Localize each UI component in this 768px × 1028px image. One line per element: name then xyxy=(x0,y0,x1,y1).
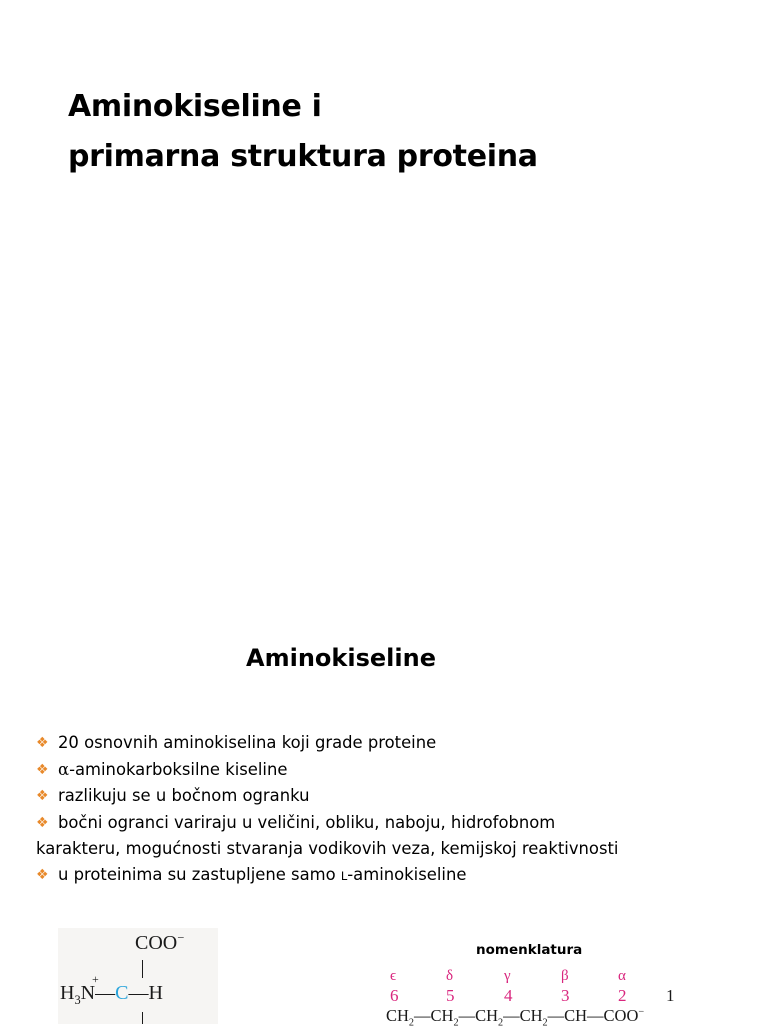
carboxylate-end: COO xyxy=(603,1006,639,1025)
ch2-unit: CH xyxy=(519,1006,543,1025)
diamond-bullet-icon: ❖ xyxy=(36,866,49,883)
carbon-number-label: 5 xyxy=(446,986,455,1005)
diamond-bullet-icon: ❖ xyxy=(36,788,49,804)
bullet-text: karakteru, mogućnosti stvaranja vodikovih veza, kemijskoj reaktivnosti xyxy=(36,839,619,858)
bond-line xyxy=(142,960,143,978)
chain-formula xyxy=(386,1006,644,1026)
ch2-unit: CH xyxy=(475,1006,498,1025)
ch2-subscript: 2 xyxy=(542,1017,548,1028)
carboxylate-end-charge: − xyxy=(638,1006,645,1018)
bullet-continuation xyxy=(36,836,756,862)
amine-subscript: 3 xyxy=(74,993,81,1007)
carbon-number-label: 6 xyxy=(390,986,399,1005)
carbon-number-label: 1 xyxy=(666,986,675,1005)
amino-acid-structure xyxy=(58,928,218,1024)
bond-dash: — xyxy=(414,1006,431,1025)
slide-title-line-1: Aminokiseline i xyxy=(68,89,322,124)
alpha-symbol: α xyxy=(58,759,70,779)
diamond-bullet-icon: ❖ xyxy=(36,761,49,778)
carbon-number-label: 2 xyxy=(618,986,627,1005)
bullet-item xyxy=(36,862,756,890)
bullet-list xyxy=(36,730,756,889)
diamond-bullet-icon: ❖ xyxy=(36,735,49,751)
bond-dash: — xyxy=(95,982,116,1004)
bullet-item xyxy=(36,783,756,810)
bullet-text: razlikuju se u bočnom ogranku xyxy=(58,786,310,805)
carbon-number-label: 4 xyxy=(504,986,513,1005)
greek-position-label: δ xyxy=(446,968,454,984)
carboxylate-group xyxy=(135,932,184,955)
carboxylate-label: COO xyxy=(135,932,178,954)
nomenclature-chain xyxy=(386,968,726,1028)
bond-dash: — xyxy=(587,1006,604,1025)
section-heading: Aminokiseline xyxy=(246,644,436,672)
greek-position-label: γ xyxy=(504,968,511,984)
ch2-subscript: 2 xyxy=(453,1017,459,1028)
bullet-item xyxy=(36,810,756,837)
slide-title-line-2: primarna struktura proteina xyxy=(68,139,538,174)
bullet-text: -aminokarboksilne kiseline xyxy=(69,759,288,779)
bullet-text: -aminokiseline xyxy=(347,864,467,884)
greek-position-label: β xyxy=(561,968,569,984)
ch2-unit: CH xyxy=(386,1006,409,1025)
l-smallcap: L xyxy=(340,868,348,883)
side-hydrogen: H xyxy=(148,982,163,1004)
slide-title xyxy=(68,82,708,182)
bullet-text: bočni ogranci variraju u veličini, obliku, naboju, hidrofobnom xyxy=(58,812,556,832)
diamond-bullet-icon: ❖ xyxy=(36,814,49,831)
carboxylate-charge: − xyxy=(177,930,185,945)
greek-position-label: α xyxy=(618,968,626,984)
ch2-subscript: 2 xyxy=(408,1017,415,1028)
bond-line xyxy=(142,1012,143,1024)
bullet-item xyxy=(36,730,756,757)
bond-dash: — xyxy=(128,982,149,1004)
amine-n: N xyxy=(80,982,96,1004)
amine-charge: + xyxy=(92,972,99,986)
carbon-number-label: 3 xyxy=(561,986,570,1005)
nomenclature-label: nomenklatura xyxy=(476,942,583,958)
ch2-unit: CH xyxy=(430,1006,454,1025)
bullet-text: u proteinima su zastupljene samo xyxy=(58,864,341,884)
bond-dash: — xyxy=(547,1006,565,1025)
ch2-subscript: 2 xyxy=(497,1017,504,1028)
amine-h: H xyxy=(60,982,75,1004)
bond-dash: — xyxy=(458,1006,476,1025)
alpha-carbon-row xyxy=(60,982,163,1005)
bullet-item xyxy=(36,757,756,784)
ch-unit: CH xyxy=(564,1006,588,1025)
alpha-carbon: C xyxy=(115,982,129,1004)
bullet-text: 20 osnovnih aminokiselina koji grade proteine xyxy=(58,733,437,752)
greek-position-label: ϵ xyxy=(390,968,397,984)
bond-dash: — xyxy=(503,1006,520,1025)
